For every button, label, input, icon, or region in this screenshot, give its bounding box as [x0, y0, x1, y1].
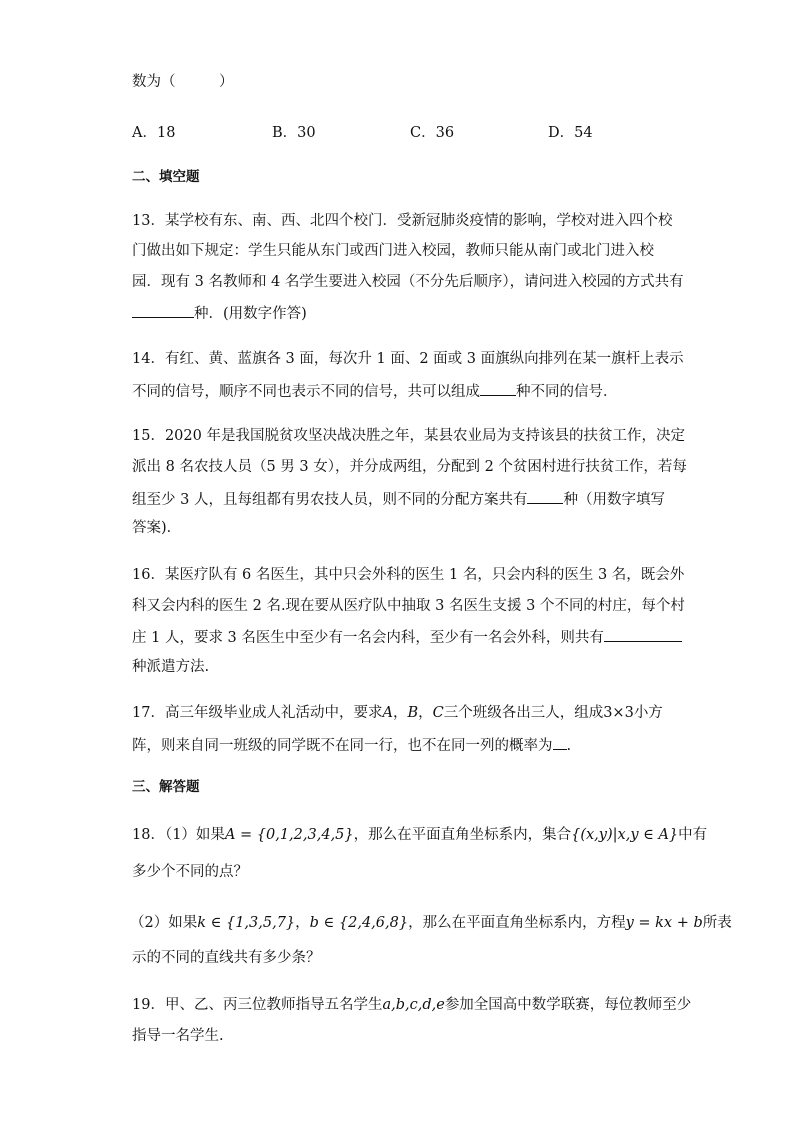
q17-grid-size: 3×3 — [603, 705, 634, 721]
q19-line-2: 指导一名学生. — [132, 1028, 224, 1044]
q19-line-1-b: 参加全国高中数学联赛，每位教师至少 — [444, 997, 692, 1013]
q13-answer-blank[interactable] — [132, 302, 194, 318]
q17-answer-blank[interactable] — [553, 734, 567, 750]
q15-line-1: 15．2020 年是我国脱贫攻坚决战决胜之年，某县农业局为支持该县的扶贫工作，决定 — [132, 428, 685, 444]
q18-part1-line-2: 多少个不同的点？ — [132, 864, 248, 880]
q13-line-4-text: 种．(用数字作答) — [194, 306, 307, 322]
q18-part2-a: （2）如果 — [130, 915, 198, 931]
q17-line-1: 17．高三年级毕业成人礼活动中，要求A，B，C三个班级各出三人，组成3×3小方 — [132, 705, 663, 721]
q17-line-1-c: 小方 — [633, 705, 663, 721]
q18-part1-a: 18．（1）如果 — [132, 827, 225, 843]
q15-line-3 — [132, 488, 665, 510]
q12-option-c: C．36 — [410, 125, 455, 141]
q14-line-2 — [132, 380, 618, 402]
q12-option-b: B．30 — [272, 125, 316, 141]
q18-k-set: k ∈ {1,3,5,7} — [197, 915, 296, 931]
q18-point-set: {(x,y)|x,y ∈ A} — [571, 827, 679, 843]
q16-line-2: 科又会内科的医生 2 名.现在要从医疗队中抽取 3 名医生支援 3 个不同的村庄，每个村 — [132, 598, 685, 614]
q18-part2-line-1 — [130, 913, 732, 933]
q14-line-1: 14．有红、黄、蓝旗各 3 面，每次升 1 面、2 面或 3 面旗纵向排列在某一旗杆上表示 — [132, 351, 684, 367]
q18-part2-sep: ， — [295, 915, 310, 931]
q17-line-1-b: 三个班级各出三人，组成 — [443, 705, 604, 721]
q14-line-2-tail: 种不同的信号． — [516, 384, 618, 400]
q15-line-3-head: 组至少 3 人，且每组都有男农技人员，则不同的分配方案共有 — [132, 492, 528, 508]
section-fill-in-heading: 二、填空题 — [132, 169, 200, 185]
q18-part1-c: 中有 — [678, 827, 708, 843]
q18-b-set: b ∈ {2,4,6,8} — [309, 915, 409, 931]
q15-answer-blank[interactable] — [527, 488, 563, 504]
q19-line-1 — [132, 995, 691, 1015]
q16-line-4: 种派遣方法. — [132, 659, 210, 675]
q14-line-2-head: 不同的信号，顺序不同也表示不同的信号，共可以组成 — [132, 384, 480, 400]
q17-class-b: B — [407, 705, 419, 721]
section-answer-heading: 三、解答题 — [132, 779, 200, 795]
q17-line-2-tail: . — [566, 738, 572, 754]
q13-line-3: 园．现有 3 名教师和 4 名学生要进入校园（不分先后顺序），请问进入校园的方式共有 — [132, 274, 684, 290]
q18-line-equation: y = kx + b — [625, 915, 703, 931]
q18-set-a: A = {0,1,2,3,4,5} — [224, 827, 354, 843]
q16-line-3 — [132, 626, 682, 648]
q15-line-3-tail: 种（用数字填写 — [563, 492, 665, 508]
q18-part2-c: ，那么在平面直角坐标系内，方程 — [408, 915, 626, 931]
q15-line-4: 答案)． — [132, 520, 182, 536]
q19-line-1-a: 19．甲、乙、丙三位教师指导五名学生 — [132, 997, 383, 1013]
q12-tail: 数为（ ） — [132, 74, 234, 90]
q12-option-d: D．54 — [548, 125, 593, 141]
q18-part1-b: ，那么在平面直角坐标系内，集合 — [353, 827, 572, 843]
q17-line-1-a: 17．高三年级毕业成人礼活动中，要求 — [132, 705, 383, 721]
q16-line-3-text: 庄 1 人，要求 3 名医生中至少有一名会内科，至少有一名会外科，则共有 — [132, 630, 604, 646]
q18-part2-d: 所表 — [702, 915, 732, 931]
q19-students: a,b,c,d,e — [382, 997, 445, 1013]
q13-line-4 — [132, 302, 307, 324]
q13-line-2: 门做出如下规定：学生只能从东门或西门进入校园，教师只能从南门或北门进入校 — [132, 243, 654, 259]
q12-option-a: A．18 — [132, 125, 176, 141]
q15-line-2: 派出 8 名农技人员（5 男 3 女），并分成两组，分配到 2 个贫困村进行扶贫工作，若每 — [132, 459, 687, 475]
q17-line-2-head: 阵，则来自同一班级的同学既不在同一行，也不在同一列的概率为 — [132, 738, 553, 754]
q17-class-c: C — [432, 705, 444, 721]
q18-part1-line-1 — [132, 825, 707, 845]
q16-line-1: 16．某医疗队有 6 名医生，其中只会外科的医生 1 名，只会内科的医生 3 名，既会外 — [132, 567, 685, 583]
q18-part2-line-2: 示的不同的直线共有多少条？ — [132, 950, 321, 966]
q13-line-1: 13．某学校有东、南、西、北四个校门．受新冠肺炎疫情的影响，学校对进入四个校 — [132, 213, 673, 229]
q16-answer-blank[interactable] — [604, 626, 682, 642]
q17-line-2 — [132, 734, 571, 756]
q14-answer-blank[interactable] — [480, 380, 516, 396]
q17-class-a: A — [382, 705, 393, 721]
